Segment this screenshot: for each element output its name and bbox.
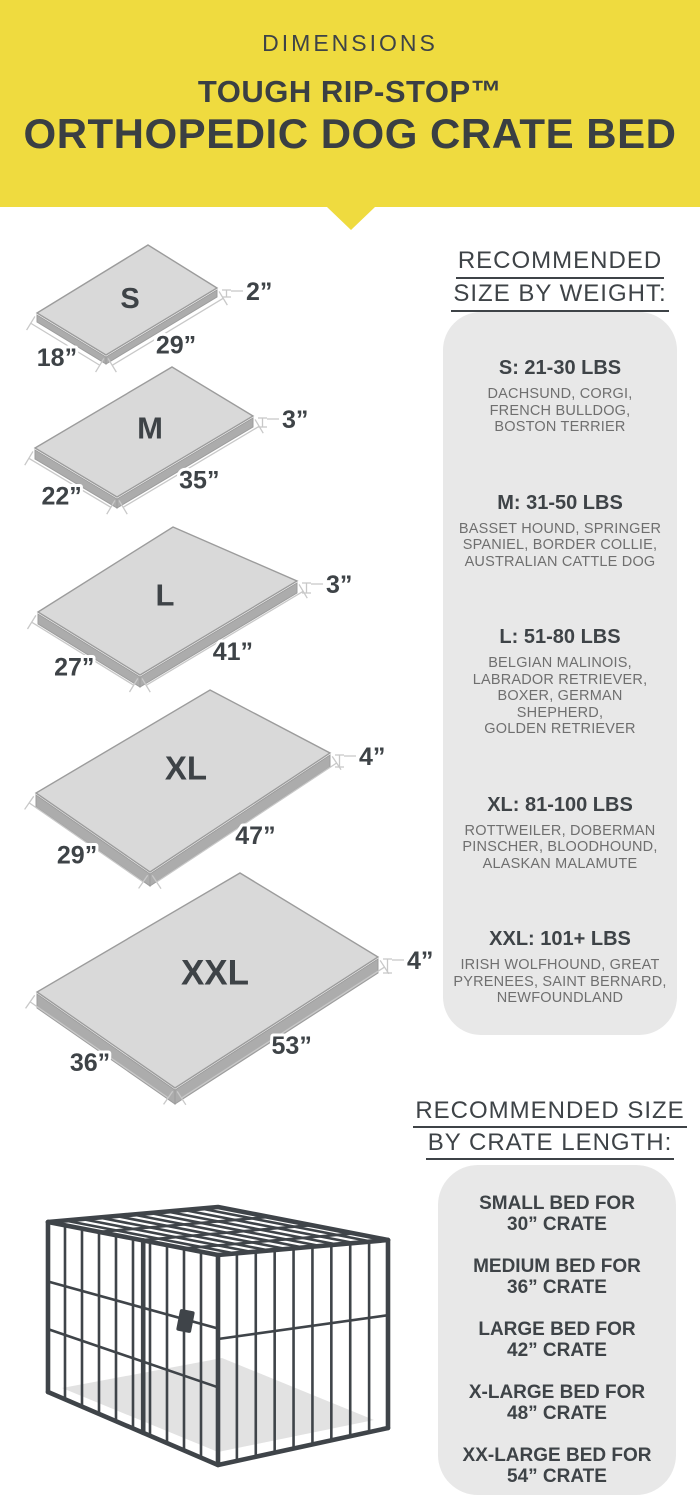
breed-line: GOLDEN RETRIEVER — [484, 721, 636, 737]
bed-diagram-l — [27, 527, 352, 692]
crate-length-entry — [438, 1382, 676, 1424]
weight-entry — [443, 357, 677, 436]
breed-line: ALASKAN MALAMUTE — [482, 855, 638, 872]
breed-line: DACHSUND, CORGI, — [487, 386, 633, 402]
product-title-line1: TOUGH RIP-STOP™ — [197, 74, 503, 109]
breed-line: SPANIEL, BORDER COLLIE, — [462, 537, 658, 553]
bed-size-label: M — [137, 410, 163, 446]
bed-diagram-xxl — [26, 873, 434, 1105]
breed-list — [443, 386, 677, 436]
weight-heading-line1: RECOMMENDED — [456, 246, 664, 279]
bed-height-label: 4” — [407, 947, 434, 975]
bed-dimension-label: 27” — [54, 653, 95, 682]
breed-line: SHEPHERD, — [516, 704, 604, 721]
bed-size-label: S — [120, 283, 140, 315]
weight-entry — [443, 626, 677, 738]
breed-line: NEWFOUNDLAND — [496, 990, 624, 1006]
crate-entry-line2: 36” CRATE — [507, 1277, 607, 1298]
breed-list — [443, 957, 677, 1007]
crate-entry-line1: X-LARGE BED FOR — [468, 1382, 646, 1403]
crate-entry-line2: 42” CRATE — [507, 1340, 607, 1361]
bed-height-label: 4” — [359, 743, 386, 771]
bed-dimension-label: 36” — [69, 1048, 111, 1077]
bed-diagram-s — [27, 245, 273, 372]
bed-diagram-m — [25, 367, 309, 514]
breed-line: PYRENEES, SAINT BERNARD, — [453, 973, 667, 990]
product-title-line2: ORTHOPEDIC DOG CRATE BED — [23, 110, 677, 157]
bed-size-label: L — [155, 577, 175, 613]
bed-size-label: XXL — [180, 953, 250, 993]
weight-entry — [443, 492, 677, 571]
bed-dimension-label: 29” — [56, 841, 98, 870]
breed-line: LABRADOR RETRIEVER, — [472, 671, 648, 688]
eyebrow-text: DIMENSIONS — [262, 30, 438, 56]
bed-diagram-xl — [25, 690, 386, 889]
weight-size-heading: XXL: 101+ LBS — [489, 928, 631, 950]
bed-dimension-label: 53” — [271, 1032, 312, 1061]
weight-size-heading: L: 51-80 LBS — [499, 626, 621, 648]
weight-heading-line2: SIZE BY WEIGHT: — [451, 279, 668, 312]
crate-entry-line2: 30” CRATE — [507, 1214, 607, 1235]
bed-dimension-label: 29” — [155, 331, 197, 360]
bed-dimension-label: 47” — [235, 821, 276, 850]
crate-length-entry — [438, 1445, 676, 1487]
breed-line: BELGIAN MALINOIS, — [488, 655, 632, 671]
crate-length-entry — [438, 1193, 676, 1235]
crate-heading-line2: BY CRATE LENGTH: — [426, 1128, 675, 1160]
crate-length-panel — [438, 1165, 676, 1495]
crate-entry-line1: SMALL BED FOR — [479, 1193, 635, 1214]
crate-entry-line2: 54” CRATE — [507, 1466, 607, 1487]
breed-line: ROTTWEILER, DOBERMAN — [464, 822, 656, 839]
breed-line: AUSTRALIAN CATTLE DOG — [464, 553, 656, 570]
crate-entry-line1: XX-LARGE BED FOR — [462, 1445, 652, 1466]
breed-line: BOXER, GERMAN — [497, 688, 623, 704]
crate-length-entry — [438, 1256, 676, 1298]
bed-size-label: XL — [164, 749, 208, 787]
breed-list — [443, 823, 677, 873]
breed-list — [443, 655, 677, 738]
weight-entry — [443, 928, 677, 1007]
breed-line: BOSTON TERRIER — [494, 419, 626, 435]
breed-list — [443, 521, 677, 571]
crate-entry-line1: LARGE BED FOR — [478, 1319, 636, 1340]
crate-heading-line1: RECOMMENDED SIZE — [413, 1096, 686, 1128]
weight-size-heading: XL: 81-100 LBS — [487, 793, 633, 816]
crate-door-latch — [176, 1309, 195, 1333]
breed-line: IRISH WOLFHOUND, GREAT — [460, 957, 660, 973]
bed-dimension-label: 22” — [41, 482, 82, 511]
crate-length-entry — [438, 1319, 676, 1361]
breed-line: BASSET HOUND, SPRINGER — [458, 520, 662, 537]
bed-dimension-label: 41” — [212, 638, 254, 667]
weight-entry — [443, 794, 677, 873]
crate-section-heading — [410, 1096, 690, 1160]
crate-entry-line1: MEDIUM BED FOR — [473, 1256, 641, 1277]
weight-recommendation-panel — [443, 312, 677, 1035]
weight-section-heading — [430, 246, 690, 312]
bed-dimension-label: 35” — [179, 466, 220, 495]
weight-size-heading: S: 21-30 LBS — [498, 357, 622, 379]
breed-line: FRENCH BULLDOG, — [489, 402, 631, 419]
dog-crate-illustration — [48, 1207, 388, 1465]
weight-size-heading: M: 31-50 LBS — [497, 491, 623, 514]
bed-height-label: 2” — [246, 278, 273, 306]
crate-entry-line2: 48” CRATE — [507, 1403, 607, 1424]
breed-line: PINSCHER, BLOODHOUND, — [462, 839, 658, 855]
bed-height-label: 3” — [326, 571, 353, 599]
bed-dimension-label: 18” — [36, 343, 78, 372]
bed-height-label: 3” — [282, 406, 309, 434]
